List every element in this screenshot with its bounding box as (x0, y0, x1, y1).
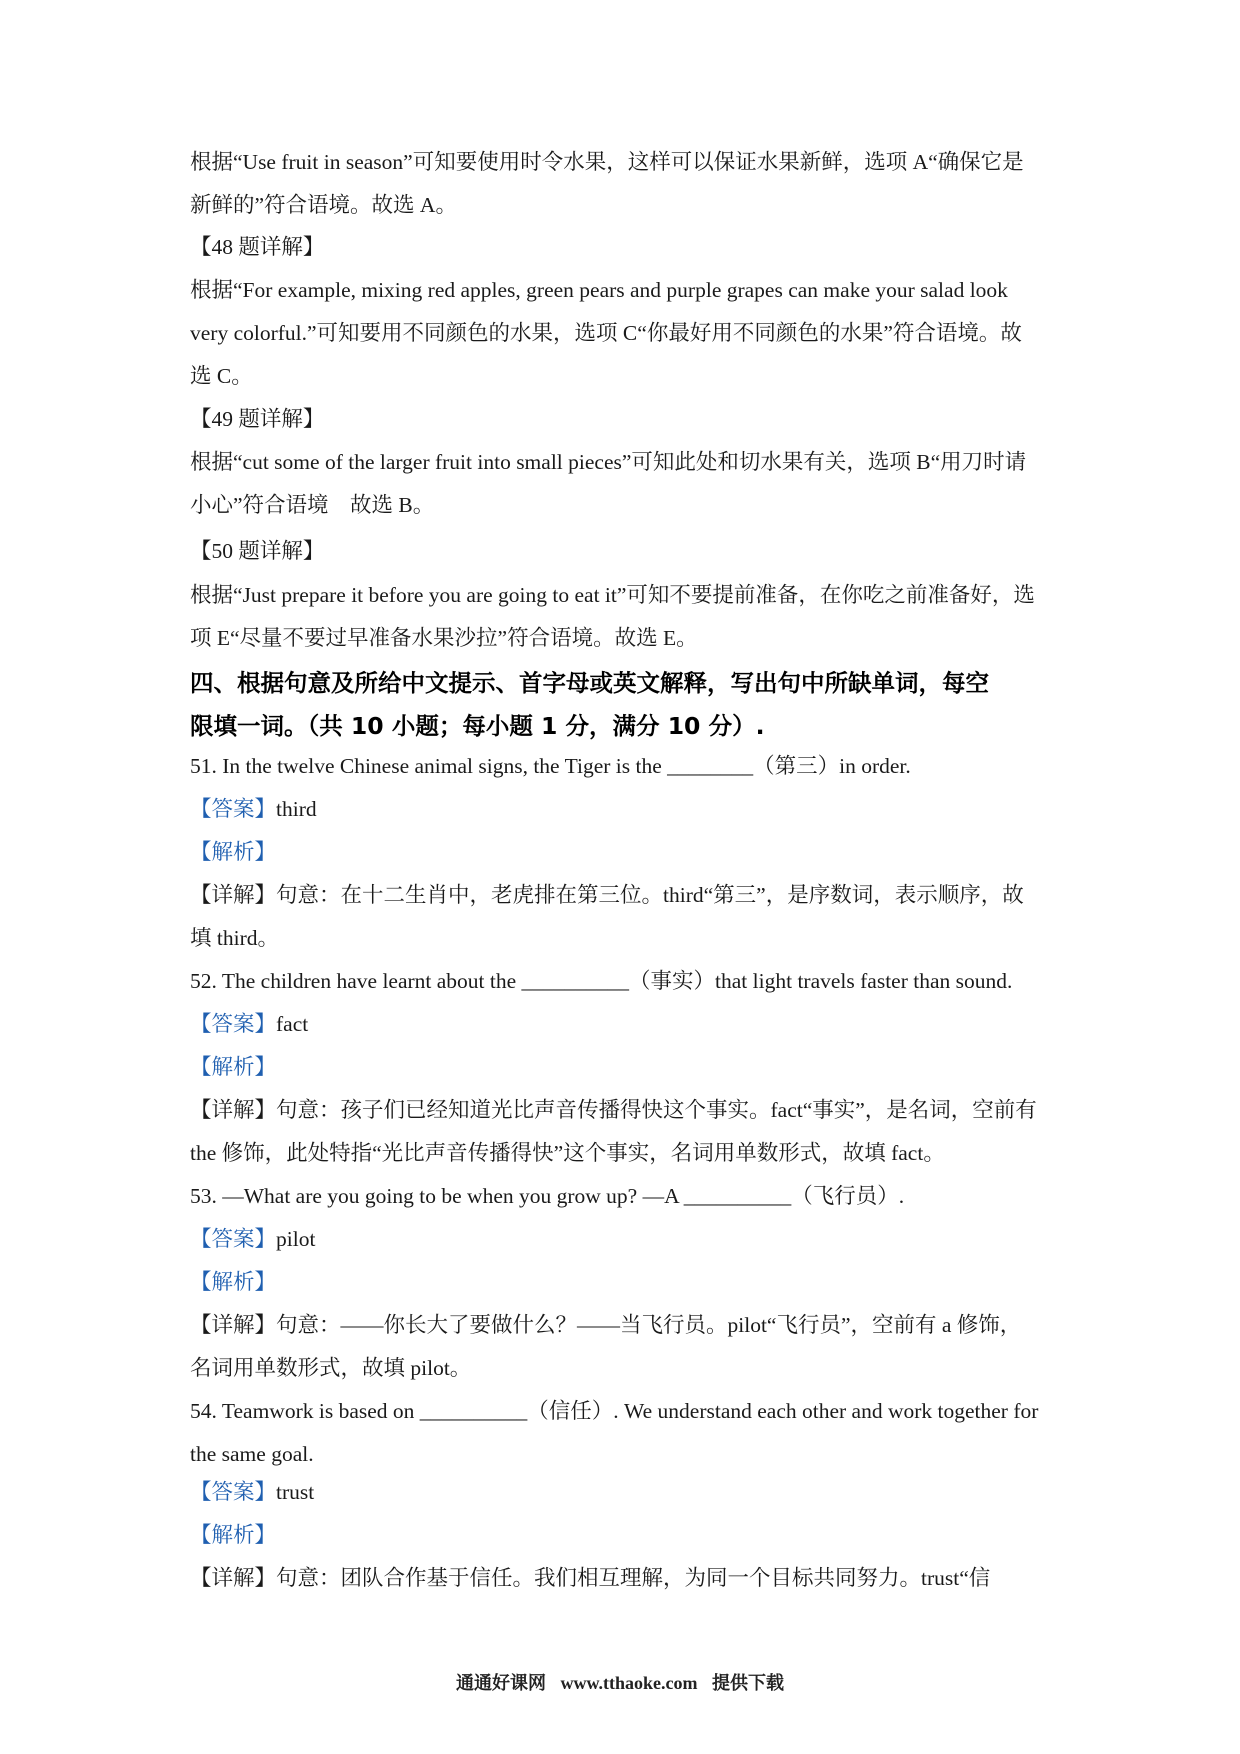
section-heading: 限填一词。（共 10 小题；每小题 1 分，满分 10 分）. (190, 712, 765, 740)
text-line: 根据“For example, mixing red apples, green pears and purple grapes can make your salad look (190, 278, 1008, 302)
answer-value: third (276, 797, 317, 821)
analysis-label: 【解析】 (190, 1523, 277, 1547)
question-heading: 【49 题详解】 (190, 407, 325, 431)
answer-label: 【答案】 (190, 1480, 277, 1504)
text-line: 根据“Just prepare it before you are going to eat it”可知不要提前准备，在你吃之前准备好，选 (190, 583, 1035, 607)
footer-site-name: 通通好课网 (456, 1673, 546, 1693)
explanation-line: 【详解】句意：孩子们已经知道光比声音传播得快这个事实。fact“事实”，是名词，空前有 (190, 1098, 1037, 1122)
text-line: 项 E“尽量不要过早准备水果沙拉”符合语境。故选 E。 (190, 626, 698, 650)
answer-label: 【答案】 (190, 1227, 277, 1251)
question-51: 51. In the twelve Chinese animal signs, the Tiger is the ________（第三）in order. (190, 754, 911, 778)
answer-value: fact (276, 1012, 309, 1036)
question-heading: 【48 题详解】 (190, 235, 325, 259)
footer-url[interactable]: www.tthaoke.com (560, 1673, 698, 1693)
answer-value: trust (276, 1480, 315, 1504)
analysis-label: 【解析】 (190, 1270, 277, 1294)
page-footer (0, 1669, 1240, 1695)
explanation-line: 【详解】句意：——你长大了要做什么？——当飞行员。pilot“飞行员”，空前有 a 修饰， (190, 1313, 1022, 1337)
explanation-line: 【详解】句意：团队合作基于信任。我们相互理解，为同一个目标共同努力。trust“信 (190, 1566, 991, 1590)
text-line: 根据“cut some of the larger fruit into small pieces”可知此处和切水果有关，选项 B“用刀时请 (190, 450, 1027, 474)
text-line: 新鲜的”符合语境。故选 A。 (190, 193, 457, 217)
footer-download: 提供下载 (712, 1673, 784, 1693)
answer-value: pilot (276, 1227, 316, 1251)
answer-line (190, 1229, 1070, 1251)
answer-line (190, 1014, 1070, 1036)
text-line: 小心”符合语境 故选 B。 (190, 493, 435, 517)
question-54: 54. Teamwork is based on __________（信任）. We understand each other and work together for (190, 1399, 1039, 1423)
explanation-line: 填 third。 (190, 926, 279, 950)
analysis-label: 【解析】 (190, 1055, 277, 1079)
text-line: 选 C。 (190, 364, 253, 388)
text-line: the same goal. (190, 1442, 314, 1466)
explanation-line: 【详解】句意：在十二生肖中，老虎排在第三位。third“第三”，是序数词，表示顺序，故 (190, 883, 1024, 907)
explanation-line: the 修饰，此处特指“光比声音传播得快”这个事实，名词用单数形式，故填 fact。 (190, 1141, 945, 1165)
answer-line (190, 1482, 1070, 1504)
section-heading: 四、根据句意及所给中文提示、首字母或英文解释，写出句中所缺单词，每空 (190, 669, 989, 697)
analysis-label: 【解析】 (190, 840, 277, 864)
explanation-line: 名词用单数形式，故填 pilot。 (190, 1356, 472, 1380)
text-line: very colorful.”可知要用不同颜色的水果，选项 C“你最好用不同颜色的水果”符合语境。故 (190, 321, 1022, 345)
answer-line (190, 799, 1070, 821)
answer-label: 【答案】 (190, 1012, 277, 1036)
question-52: 52. The children have learnt about the __________（事实）that light travels faster than sound. (190, 969, 1013, 993)
question-53: 53. —What are you going to be when you grow up? —A __________（飞行员）. (190, 1184, 905, 1208)
answer-label: 【答案】 (190, 797, 277, 821)
text-line: 根据“Use fruit in season”可知要使用时令水果，这样可以保证水果新鲜，选项 A“确保它是 (190, 150, 1024, 174)
question-heading: 【50 题详解】 (190, 539, 325, 563)
